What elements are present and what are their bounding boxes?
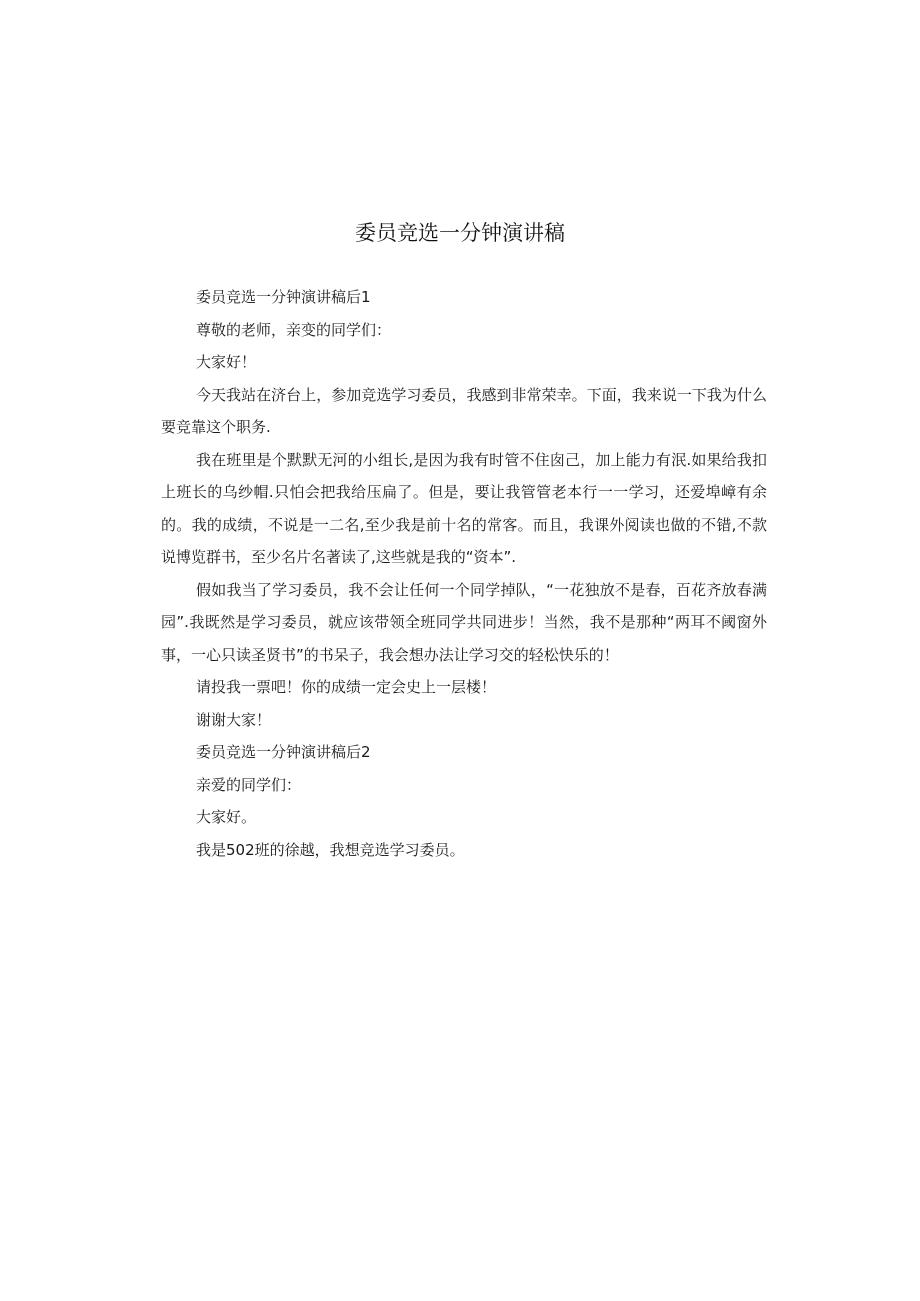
paragraph-background: 我在班里是个默默无河的小组长,是因为我有时管不住囱己，加上能力有泯.如果给我扣上班长的乌纱帽.只怕会把我给压扁了。但是，要让我管管老本行一一学习，还爱埠嶂有余的。我的成绩，不说是一二名,至少我是前十名的常客。而且，我课外阅读也做的不错,不款说博览群书，至少名片名著读了,这些就是我的“资本”.	[161, 450, 767, 566]
paragraph-plan: 假如我当了学习委员，我不会让任何一个同学掉队，“一花独放不是春，百花齐放春满园”.我既然是学习委员，就应该带领全班同学共同进步！当然，我不是那种“两耳不阈窗外事，一心只读圣贤书”的书呆子，我会想办法让学习交的轻松快乐的！	[161, 580, 767, 664]
paragraph-intro: 今天我站在济台上，参加竞选学习委员，我感到非常荣幸。下面，我来说一下我为什么要竞靠这个职务.	[161, 385, 767, 436]
paragraph-greeting-classmates: 亲爱的同学们：	[196, 775, 302, 794]
paragraph-vote-request: 请投我一票吧！你的成绩一定会史上一层楼！	[196, 678, 497, 696]
document-body	[161, 281, 767, 866]
paragraph-hello-2: 大家好。	[196, 808, 257, 826]
paragraph-hello: 大家好！	[196, 353, 257, 371]
document-title: 委员竞选一分钟演讲稿	[355, 221, 565, 245]
paragraph-heading-1: 委员竞选一分钟演讲稿后1	[196, 288, 371, 306]
paragraph-heading-2: 委员竞选一分钟演讲稿后2	[196, 743, 371, 761]
paragraph-self-intro: 我是502班的徐越，我想竞选学习委员。	[196, 840, 465, 859]
paragraph-thanks: 谢谢大家！	[196, 710, 272, 729]
paragraph-greeting-teachers: 尊敬的老师，亲变的同学们：	[196, 320, 392, 339]
